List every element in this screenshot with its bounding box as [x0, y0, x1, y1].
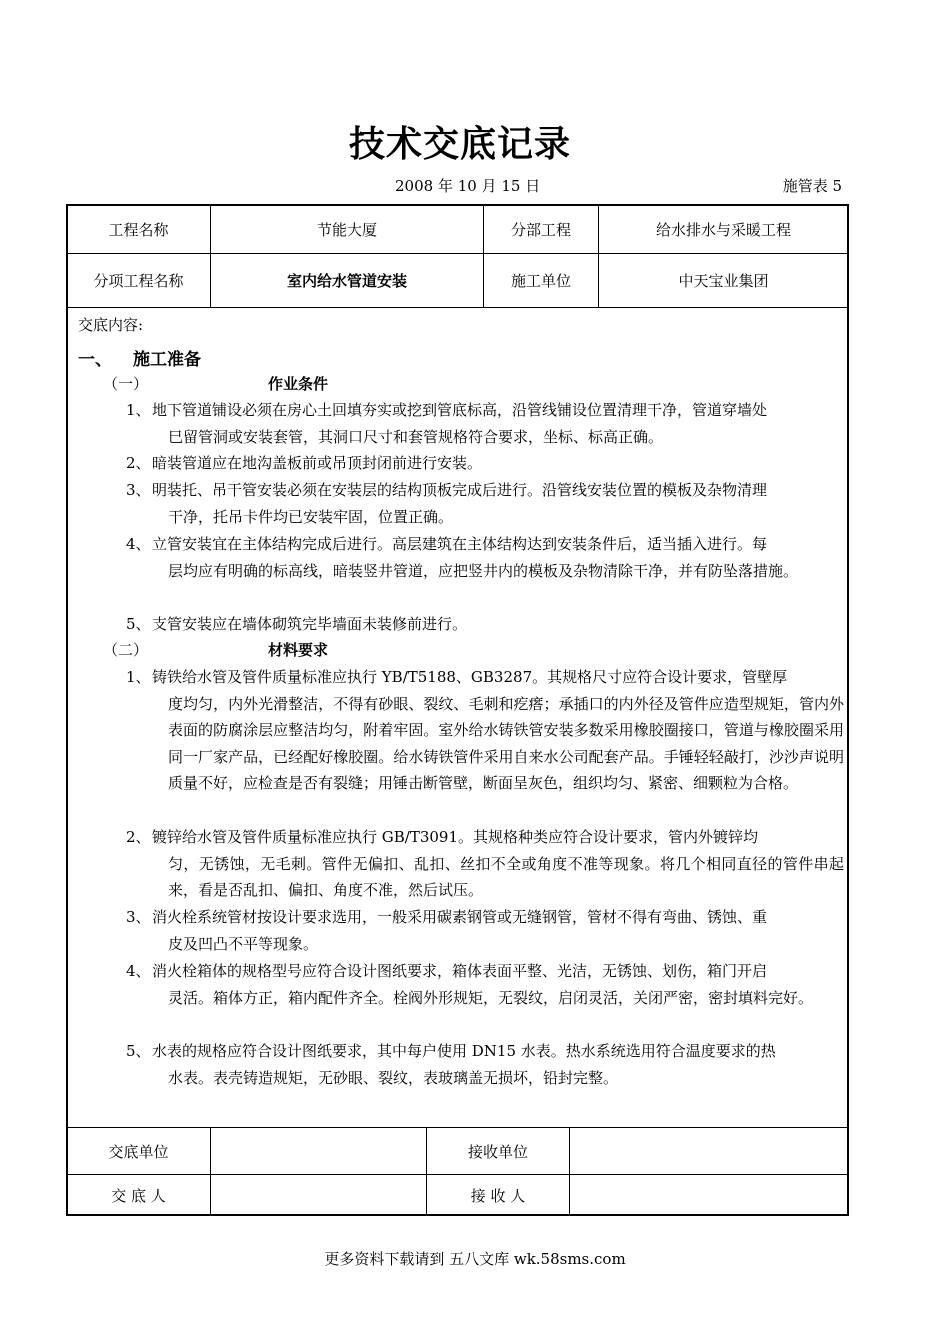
- document-date: 2008 年 10 月 15 日: [395, 177, 541, 195]
- item-text-cont: 水表。表壳铸造规矩，无砂眼、裂纹，表玻璃盖无损坏，铅封完整。: [168, 1068, 619, 1087]
- list-item: [126, 450, 846, 477]
- col-divider: [210, 1127, 211, 1215]
- item-text: 暗装管道应在地沟盖板前或吊顶封闭前进行安装。: [152, 454, 483, 472]
- item-number: 4、: [126, 962, 151, 980]
- list-item: [126, 958, 846, 1011]
- list-item: [126, 1038, 846, 1091]
- item-text-cont: 干净，托吊卡件均已安装牢固，位置正确。: [168, 507, 454, 526]
- item-number: 4、: [126, 535, 151, 553]
- receiver-label: 接 收 人: [470, 1186, 526, 1205]
- footer-link-text: 更多资料下载请到 五八文库 wk.58sms.com: [324, 1250, 626, 1268]
- subsection-title: 作业条件: [268, 375, 329, 393]
- list-item: [126, 904, 846, 957]
- item-text-cont: 皮及凹凸不平等现象。: [168, 934, 319, 953]
- contractor-value: 中天宝业集团: [678, 272, 769, 290]
- item-number: 2、: [126, 454, 151, 472]
- division-label: 分部工程: [510, 220, 571, 239]
- item-text-cont: 度均匀，内外光滑整洁，不得有砂眼、裂纹、毛刺和疙瘩；承插口的内外径及管件应造型规矩，管内外表面的防腐涂层应整洁均匀，附着牢固。室外给水铸铁管安装多数采用橡胶圈接口，管道与橡胶圈采用同一厂家产品，已经配好橡胶圈。给水铸铁管件采用自来水公司配套产品。手锤轻轻敲打，沙沙声说明质量不好，应检查是否有裂缝；用锤击断管壁，断面呈灰色，组织均匀、紧密、细颗粒为合格。: [168, 694, 844, 793]
- project-name-value: 节能大厦: [316, 220, 377, 239]
- item-text: 消火栓箱体的规格型号应符合设计图纸要求，箱体表面平整、光洁，无锈蚀、划伤，箱门开启: [152, 962, 768, 980]
- list-item: [126, 477, 846, 530]
- receiver-unit-label: 接收单位: [467, 1142, 528, 1161]
- list-item: [126, 531, 846, 584]
- list-item: [126, 397, 846, 450]
- subitem-value: 室内给水管道安装: [286, 272, 407, 290]
- list-item: [126, 611, 846, 638]
- item-text-cont: 巳留管洞或安装套管，其洞口尺寸和套管规格符合要求，坐标、标高正确。: [168, 427, 664, 446]
- item-text: 镀锌给水管及管件质量标准应执行 GB/T3091。其规格种类应符合设计要求，管内外镀锌均: [152, 828, 759, 846]
- subsection-number: （二）: [103, 641, 149, 659]
- division-value: 给水排水与采暖工程: [655, 220, 791, 239]
- item-text: 立管安装宜在主体结构完成后进行。高层建筑在主体结构达到安装条件后，适当插入进行。每: [152, 535, 768, 553]
- item-text: 地下管道铺设必须在房心土回填夯实或挖到管底标高，沿管线铺设位置清理干净，管道穿墙处: [152, 401, 768, 419]
- list-item: [126, 664, 846, 797]
- subsection-number: （一）: [103, 375, 149, 393]
- item-number: 1、: [126, 668, 151, 686]
- list-item: [126, 824, 846, 904]
- section-title: 施工准备: [133, 350, 201, 370]
- item-number: 3、: [126, 481, 151, 499]
- item-text: 消火栓系统管材按设计要求选用，一般采用碳素钢管或无缝钢管，管材不得有弯曲、锈蚀、重: [152, 908, 768, 926]
- item-text: 明装托、吊干管安装必须在安装层的结构顶板完成后进行。沿管线安装位置的模板及杂物清理: [152, 481, 768, 499]
- item-number: 5、: [126, 615, 151, 633]
- item-text-cont: 层均应有明确的标高线，暗装竖井管道，应把竖井内的模板及杂物清除干净，并有防坠落措施。: [168, 561, 799, 580]
- item-number: 3、: [126, 908, 151, 926]
- item-number: 1、: [126, 401, 151, 419]
- item-text: 铸铁给水管及管件质量标准应执行 YB/T5188、GB3287。其规格尺寸应符合设计要求，管壁厚: [152, 668, 788, 686]
- item-text-cont: 匀，无锈蚀，无毛刺。管件无偏扣、乱扣、丝扣不全或角度不准等现象。将几个相同直径的管件串起来，看是否乱扣、偏扣、角度不准，然后试压。: [168, 854, 844, 900]
- section-number: 一、: [78, 350, 112, 370]
- project-name-label: 工程名称: [108, 220, 169, 239]
- row-divider: [67, 307, 849, 308]
- contractor-label: 施工单位: [510, 272, 571, 290]
- document-title: 技术交底记录: [348, 124, 571, 165]
- item-text-cont: 灵活。箱体方正，箱内配件齐全。栓阀外形规矩，无裂纹，启闭灵活，关闭严密，密封填料完好。: [168, 988, 814, 1007]
- subitem-label: 分项工程名称: [93, 272, 184, 290]
- item-text: 支管安装应在墙体砌筑完毕墙面未装修前进行。: [152, 615, 468, 633]
- issuer-label: 交 底 人: [111, 1186, 166, 1205]
- item-number: 5、: [126, 1042, 151, 1060]
- item-number: 2、: [126, 828, 151, 846]
- col-divider: [569, 1127, 570, 1215]
- issuer-unit-label: 交底单位: [108, 1142, 169, 1161]
- content-label: 交底内容:: [78, 316, 144, 334]
- item-text: 水表的规格应符合设计图纸要求，其中每户使用 DN15 水表。热水系统选用符合温度要求的热: [152, 1042, 776, 1060]
- form-number: 施管表 5: [782, 177, 842, 195]
- subsection-title: 材料要求: [268, 641, 329, 659]
